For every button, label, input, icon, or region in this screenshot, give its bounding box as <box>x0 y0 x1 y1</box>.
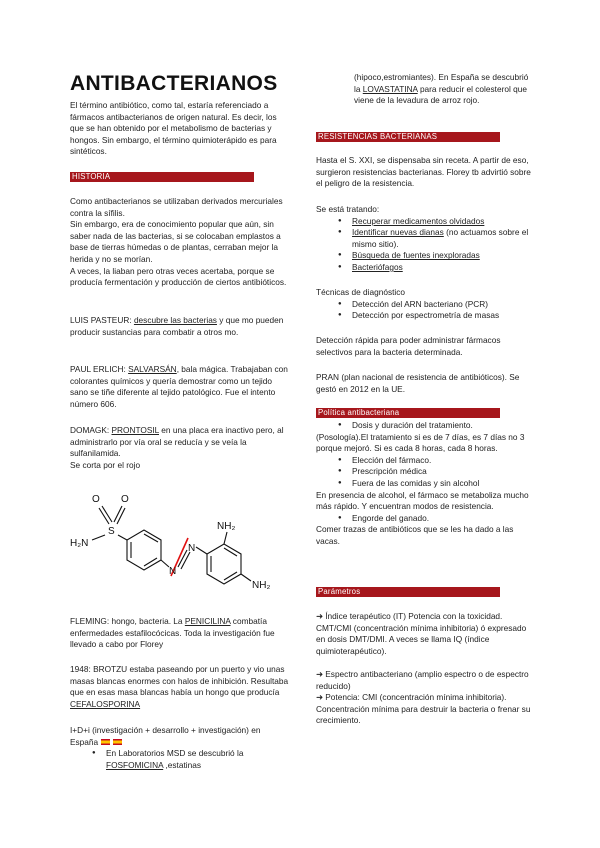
list-item: ● Detección por espectrometría de masas <box>316 310 536 322</box>
list-item: ● Búsqueda de fuentes inexploradas <box>316 250 536 262</box>
prontosil-molecule-diagram <box>65 480 290 595</box>
tratando-label: Se está tratando: <box>316 204 380 214</box>
nh2-label-top: NH₂ <box>217 521 236 532</box>
fleming-paragraph <box>70 616 290 651</box>
politica-header: Política antibacteriana <box>316 408 500 418</box>
oxygen-label-right: O <box>121 494 129 505</box>
ring-nh2-top-bond <box>224 532 227 544</box>
brotzu-text: 1948: BROTZU estaba paseando por un puerto y vio unas masas blancas enormes con halos de inhibición. Resultaba que en esas masa blancas había un hongo que producía <box>70 664 289 698</box>
potencia-paragraph: ➜ Potencia: CMI (concentración mínima inhibitoria). Concentración mínima para destruir la bacteria o frenar su crecimiento. <box>316 692 531 726</box>
resistencias-header: RESISTENCIAS BACTERIANAS <box>316 132 500 142</box>
ehrlich-rest: , bala mágica. Trabajaban con colorantes químicos y quería demostrar como un tejido sano se tiñe diferente al tejido patológico. Fue el intento número 606. <box>70 364 288 409</box>
list-item: ● Engorde del ganado. <box>316 513 536 525</box>
s-n-bond <box>92 535 105 540</box>
idi-bullet-underlined: FOSFOMICINA <box>106 759 164 770</box>
historia-paragraph-2: Sin embargo, era de conocimiento popular que aún, sin saber nada de las bacterias, si se colocaban emplastos a base de tierras húmedas o de plantas, cerraban mejor la herida y no se morían. <box>70 219 281 264</box>
pasteur-underlined: descubre las bacterias <box>133 315 217 325</box>
domagk-prefix: DOMAGK: <box>70 425 112 435</box>
idi-section <box>70 725 290 771</box>
tecnicas-list <box>316 299 536 322</box>
intro-paragraph: El término antibiótico, como tal, estaría referenciado a fármacos antibacterianos de origen natural. Es decir, los que se han obtenido por el metabolismo de bacterias y hongos. Sin embargo, el término quimioterápido es para sintéticos. <box>70 100 277 157</box>
pran-paragraph: PRAN (plan nacional de resistencia de antibióticos). Se gestó en 2012 en la UE. <box>316 372 520 394</box>
historia-paragraph-1: Como antibacterianos se utilizaban derivados mercuriales contra la sífilis. <box>70 196 283 218</box>
brotzu-paragraph <box>70 664 290 710</box>
list-item: ● Elección del fármaco. <box>316 455 536 467</box>
ehrlich-paragraph <box>70 364 290 410</box>
page-title: ANTIBACTERIANOS <box>70 72 278 95</box>
politica-section <box>316 420 536 548</box>
tecnicas-section <box>316 287 536 322</box>
it-paragraph: ➜ Índice terapéutico (IT) Potencia con la toxicidad. CMT/CMI (concentración mínima inhibitoria) ó expresado en dosis DMT/DMI. A veces se llama IQ (índice quimioterapéutico). <box>316 611 527 656</box>
domagk-paragraph <box>70 425 290 471</box>
posologia-paragraph: (Posología).El tratamiento si es de 7 días, es 7 días no 3 porque mejoró. Si es cada 8 horas, cada 8 horas. <box>316 431 525 454</box>
fleming-prefix: FLEMING: hongo, bacteria. La <box>70 616 185 626</box>
benzene-ring-2 <box>207 544 241 584</box>
vacas-paragraph: Comer trazas de antibióticos que se les ha dado a las vacas. <box>316 524 514 546</box>
benzene-ring-1 <box>127 530 161 570</box>
ring-nh2-bottom-bond <box>241 574 251 581</box>
s-o-bond-right <box>117 508 125 524</box>
fleming-underlined: PENICILINA <box>184 616 231 626</box>
resistencias-paragraph: Hasta el S. XXI, se dispensaba sin receta. A partir de eso, surgieron resistencias bacterianas. Florey tb advirtió sobre el peligro de la resistencia. <box>316 155 531 189</box>
s-o-bond-left <box>99 508 109 524</box>
list-item: ● Recuperar medicamentos olvidados <box>316 216 536 228</box>
nh2-label-bottom: NH₂ <box>252 580 271 591</box>
ehrlich-prefix: PAUL ERLICH: <box>70 364 129 374</box>
list-item: ● Identificar nuevas dianas (no actuamos sobre el mismo sitio). <box>316 227 536 250</box>
lovastatina-underlined: LOVASTATINA <box>362 83 418 94</box>
list-item: ● Dosis y duración del tratamiento. <box>316 420 536 432</box>
historia-header: HISTORIA <box>70 172 254 182</box>
tratando-section <box>316 204 536 274</box>
domagk-rest: en una placa era inactivo pero, al administrarlo por vía oral se reducía y se veía la sulfanilamida. <box>70 425 284 459</box>
idi-text: I+D+i (investigación + desarrollo + investigación) en España <box>70 725 261 747</box>
pasteur-rest: y que mo pueden producir sustancias para combatir a otros mo. <box>70 315 284 337</box>
azo-n-label-1: N <box>169 566 177 577</box>
pasteur-paragraph <box>70 315 290 338</box>
lovastatina-paragraph <box>354 72 534 107</box>
h2n-label: H₂N <box>70 538 89 549</box>
parametros-section <box>316 611 536 727</box>
lovastatina-prefix: (hipoco,estromiantes). En España se descubrió la <box>354 72 529 94</box>
historia-section <box>70 196 290 289</box>
parametros-header: Parámetros <box>316 587 500 597</box>
historia-paragraph-3: A veces, la liaban pero otras veces acertaba, porque se producía fermentación y producción de ciertos antibióticos. <box>70 265 287 288</box>
domagk-tail: Se corta por el rojo <box>70 459 141 470</box>
s-ring-bond <box>118 535 127 540</box>
list-item: ● Detección del ARN bacteriano (PCR) <box>316 299 536 311</box>
pasteur-prefix: LUIS PASTEUR: <box>70 315 134 325</box>
ehrlich-underlined: SALVARSÁN <box>128 364 177 374</box>
azo-n-label-2: N <box>188 543 196 554</box>
alcohol-paragraph: En presencia de alcohol, el fármaco se metaboliza mucho más rápido. Y encuentran modos de resistencia. <box>316 489 529 512</box>
tecnicas-label: Técnicas de diagnóstico <box>316 287 406 297</box>
idi-bullet: ● En Laboratorios MSD se descubrió la FOSFOMICINA ,estatinas <box>70 748 290 771</box>
brotzu-underlined: CEFALOSPORINA <box>70 698 141 709</box>
deteccion-paragraph: Detección rápida para poder administrar fármacos selectivos para la bacteria determinada. <box>316 335 501 357</box>
fleming-rest: combatía enfermedades estafilocócicas. Toda la investigación fue llevado a cabo por Florey <box>70 616 275 650</box>
tratando-list <box>316 216 536 274</box>
ring-azo-bond <box>161 560 169 567</box>
spain-flag-icon <box>113 739 122 745</box>
list-item: ● Prescripción médica <box>316 466 536 478</box>
azo-ring-bond <box>196 547 207 554</box>
espectro-paragraph: ➜ Espectro antibacteriano (amplio espectro o de espectro reducido) <box>316 668 529 691</box>
lovastatina-rest: para reducir el colesterol que viene de la levadura de arroz rojo. <box>354 83 527 106</box>
oxygen-label-left: O <box>92 494 100 505</box>
list-item: ● Fuera de las comidas y sin alcohol <box>316 478 536 490</box>
domagk-underlined: PRONTOSIL <box>111 425 159 435</box>
list-item: ● Bacteriófagos <box>316 262 536 274</box>
sulfur-label: S <box>108 526 115 537</box>
spain-flag-icon <box>101 739 110 745</box>
